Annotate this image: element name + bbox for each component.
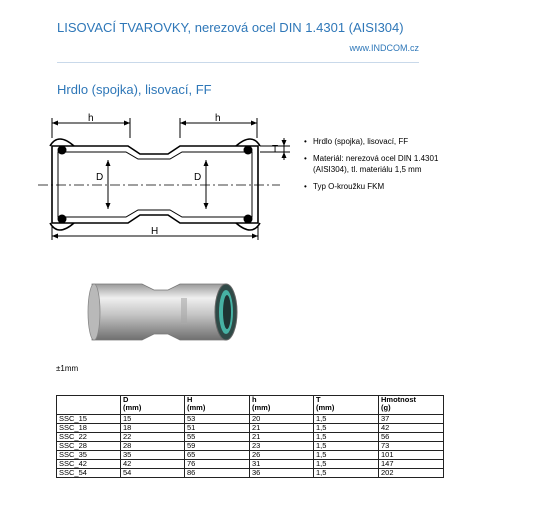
feature-item: • Typ O-kroužku FKM xyxy=(302,181,442,192)
bead-top-right xyxy=(236,139,260,146)
table-cell: SSC_54 xyxy=(57,469,121,478)
table-cell: 54 xyxy=(121,469,185,478)
table-cell: SSC_28 xyxy=(57,442,121,451)
o-ring-top-left xyxy=(58,146,67,155)
table-cell: 22 xyxy=(121,433,185,442)
document-title: LISOVACÍ TVAROVKY, nerezová ocel DIN 1.4301 (AISI304) xyxy=(57,20,404,35)
table-cell: 59 xyxy=(185,442,250,451)
table-cell: SSC_18 xyxy=(57,424,121,433)
table-cell: 56 xyxy=(379,433,444,442)
table-cell: 51 xyxy=(185,424,250,433)
label-h-left: h xyxy=(88,113,94,124)
table-cell: 76 xyxy=(185,460,250,469)
table-cell: 1,5 xyxy=(314,451,379,460)
fitting-outline xyxy=(52,146,258,223)
o-ring-top-right xyxy=(244,146,253,155)
tolerance-note: ±1mm xyxy=(56,364,79,373)
bead-bottom-left xyxy=(50,223,74,230)
label-d-left: D xyxy=(96,172,104,183)
table-cell: 1,5 xyxy=(314,469,379,478)
table-cell: 53 xyxy=(185,415,250,424)
table-row xyxy=(57,469,444,478)
column-header: Hmotnost (g) xyxy=(379,396,444,415)
table-cell: 36 xyxy=(250,469,314,478)
table-cell: 18 xyxy=(121,424,185,433)
table-cell: SSC_42 xyxy=(57,460,121,469)
column-header: T (mm) xyxy=(314,396,379,415)
feature-item: • Materiál: nerezová ocel DIN 1.4301 (AISI304), tl. materiálu 1,5 mm xyxy=(302,153,442,175)
feature-item: • Hrdlo (spojka), lisovací, FF xyxy=(302,136,442,147)
table-cell: 1,5 xyxy=(314,415,379,424)
technical-drawing xyxy=(28,108,298,258)
table-header-row xyxy=(57,396,444,415)
o-ring-bottom-right xyxy=(244,215,253,224)
table-cell: 1,5 xyxy=(314,424,379,433)
feature-list xyxy=(302,136,442,198)
column-header: D (mm) xyxy=(121,396,185,415)
table-cell: 35 xyxy=(121,451,185,460)
table-cell: 42 xyxy=(379,424,444,433)
fitting-inner-wall xyxy=(58,152,252,217)
table-cell: 1,5 xyxy=(314,442,379,451)
specs-table xyxy=(56,395,444,478)
label-d-right: D xyxy=(194,172,202,183)
website-link[interactable]: www.INDCOM.cz xyxy=(349,43,419,53)
product-photo xyxy=(86,272,246,352)
label-h-right: h xyxy=(215,113,221,124)
o-ring-bottom-left xyxy=(58,215,67,224)
table-cell: SSC_35 xyxy=(57,451,121,460)
table-cell: SSC_15 xyxy=(57,415,121,424)
table-cell: 1,5 xyxy=(314,433,379,442)
table-cell: 23 xyxy=(250,442,314,451)
table-cell: 37 xyxy=(379,415,444,424)
label-t: T xyxy=(272,144,279,155)
product-subtitle: Hrdlo (spojka), lisovací, FF xyxy=(57,82,212,97)
table-cell: 147 xyxy=(379,460,444,469)
table-cell: 101 xyxy=(379,451,444,460)
column-header xyxy=(57,396,121,415)
table-cell: 1,5 xyxy=(314,460,379,469)
table-cell: SSC_22 xyxy=(57,433,121,442)
table-cell: 55 xyxy=(185,433,250,442)
table-cell: 15 xyxy=(121,415,185,424)
table-cell: 73 xyxy=(379,442,444,451)
table-cell: 21 xyxy=(250,433,314,442)
table-cell: 202 xyxy=(379,469,444,478)
table-cell: 31 xyxy=(250,460,314,469)
table-cell: 86 xyxy=(185,469,250,478)
label-h-total: H xyxy=(151,226,159,237)
table-cell: 65 xyxy=(185,451,250,460)
column-header: H (mm) xyxy=(185,396,250,415)
bead-top-left xyxy=(50,139,74,146)
bead-bottom-right xyxy=(236,223,260,230)
table-cell: 42 xyxy=(121,460,185,469)
table-cell: 21 xyxy=(250,424,314,433)
table-cell: 28 xyxy=(121,442,185,451)
column-header: h (mm) xyxy=(250,396,314,415)
table-cell: 20 xyxy=(250,415,314,424)
table-cell: 26 xyxy=(250,451,314,460)
header-divider xyxy=(57,62,419,63)
